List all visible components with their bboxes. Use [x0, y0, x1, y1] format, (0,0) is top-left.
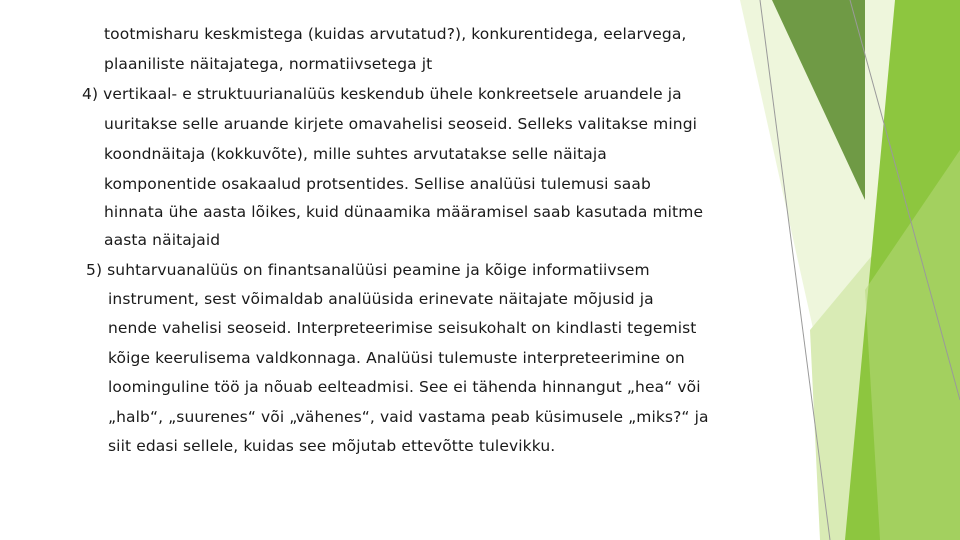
text-line-12: kõige keerulisema valdkonnaga. Analüüsi tulemuste interpreteerimine on	[108, 349, 685, 367]
text-line-15: siit edasi sellele, kuidas see mõjutab ettevõtte tulevikku.	[108, 437, 556, 455]
text-line-5: koondnäitaja (kokkuvõte), mille suhtes arvutatakse selle näitaja	[104, 145, 607, 163]
text-line-4: uuritakse selle aruande kirjete omavahelisi seoseid. Selleks valitakse mingi	[104, 115, 698, 133]
text-line-11: nende vahelisi seoseid. Interpreteerimise seisukohalt on kindlasti tegemist	[108, 319, 697, 337]
text-line-10: instrument, sest võimaldab analüüsida erinevate näitajate mõjusid ja	[108, 290, 654, 308]
text-line-14: „halb“, „suurenes“ või „vähenes“, vaid vastama peab küsimusele „miks?“ ja	[108, 408, 709, 426]
text-line-13: loominguline töö ja nõuab eelteadmisi. See ei tähenda hinnangut „hea“ või	[108, 378, 701, 396]
text-line-1: tootmisharu keskmistega (kuidas arvutatud?), konkurentidega, eelarvega,	[104, 25, 687, 43]
text-line-9: 5) suhtarvuanalüüs on finantsanalüüsi peamine ja kõige informatiivsem	[86, 261, 650, 279]
text-line-3: 4) vertikaal- e struktuurianalüüs keskendub ühele konkreetsele aruandele ja	[82, 85, 682, 103]
text-line-7: hinnata ühe aasta lõikes, kuid dünaamika määramisel saab kasutada mitme	[104, 203, 704, 221]
text-line-2: plaaniliste näitajatega, normatiivsetega jt	[104, 55, 433, 73]
text-line-8: aasta näitajaid	[104, 231, 221, 249]
text-line-6: komponentide osakaalud protsentides. Sellise analüüsi tulemusi saab	[104, 175, 651, 193]
